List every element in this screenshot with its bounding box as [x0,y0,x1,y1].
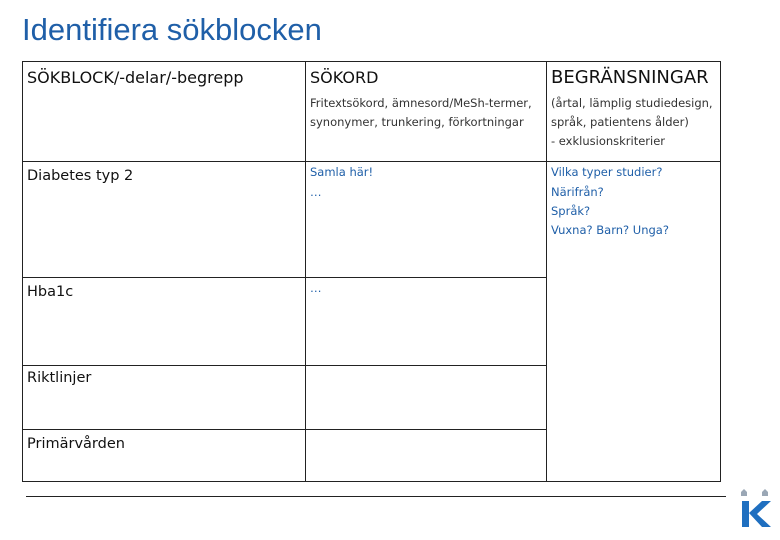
block-label-diabetes: Diabetes typ 2 [27,168,134,184]
begransning-question-3: Språk? [551,204,591,218]
sokord-note-line-2: … [310,185,322,199]
header-sokord: SÖKORD [310,68,379,87]
header-begransningar: BEGRÄNSNINGAR [551,67,709,88]
sokord-hint-line-2: synonymer, trunkering, förkortningar [310,115,524,129]
k-logo-icon [738,488,772,530]
block-label-primarvarden: Primärvården [27,436,125,452]
begransningar-hint-line-3: - exklusionskriterier [551,134,666,148]
column-divider-2 [546,61,547,482]
row-divider-1 [22,161,720,162]
sokord-hint-line-1: Fritextsökord, ämnesord/MeSh-termer, [310,96,532,110]
header-sokblock: SÖKBLOCK/-delar/-begrepp [27,68,244,87]
table-bottom-border [22,481,720,482]
sokord-ellipsis: … [310,281,322,295]
begransningar-hint-line-2: språk, patientens ålder) [551,115,689,129]
table-top-border [22,61,720,62]
begransning-question-2: Närifrån? [551,185,604,199]
sokord-note-line-1: Samla här! [310,165,374,179]
block-label-hba1c: Hba1c [27,284,74,300]
table-left-border [22,61,23,482]
row-divider-4 [22,429,546,430]
table-right-border [720,61,721,482]
row-divider-2 [22,277,546,278]
block-label-riktlinjer: Riktlinjer [27,370,92,386]
footer-rule [26,496,726,497]
column-divider-1 [305,61,306,482]
begransningar-hint-line-1: (årtal, lämplig studiedesign, [551,96,713,110]
begransning-question-1: Vilka typer studier? [551,165,663,179]
begransning-question-4: Vuxna? Barn? Unga? [551,223,669,237]
page-title: Identifiera sökblocken [22,12,322,47]
row-divider-3 [22,365,546,366]
